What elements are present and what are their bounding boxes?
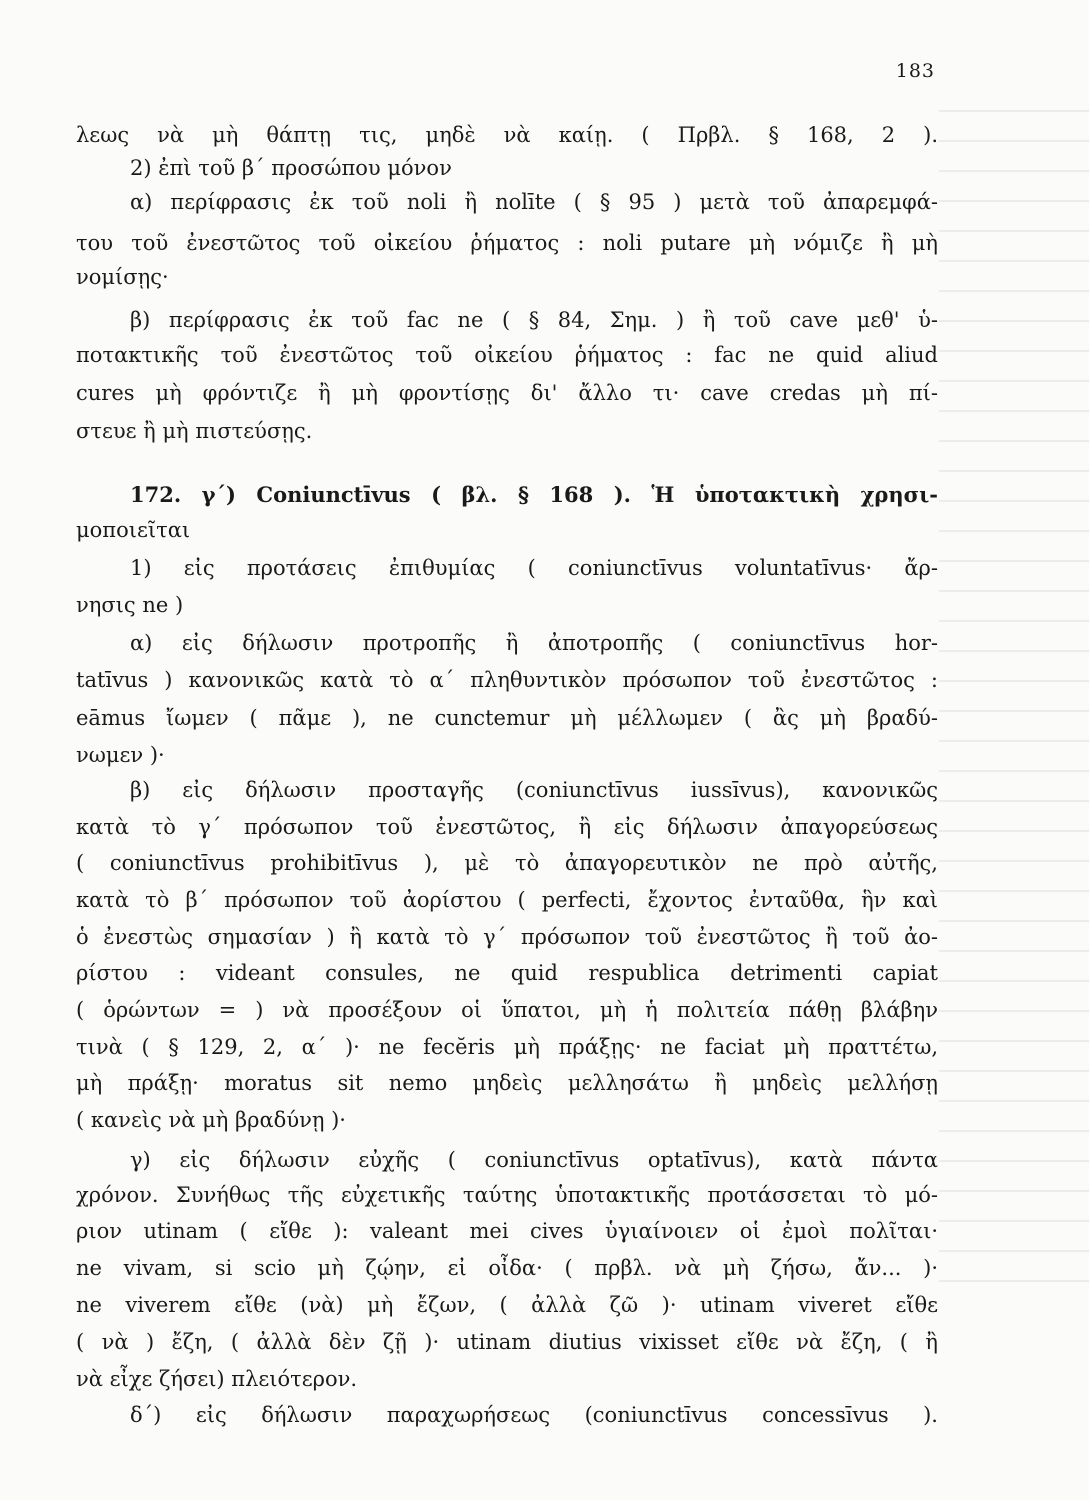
text-line: ne viverem εἴθε (νὰ) μὴ ἔζων, ( ἀλλὰ ζῶ )· utinam viveret εἴθε xyxy=(76,1293,938,1317)
text-line: κατὰ τὸ β΄ πρόσωπον τοῦ ἀορίστου ( perfecti, ἔχοντος ἐνταῦθα, ἣν καὶ xyxy=(76,888,938,912)
text-line: β) περίφρασις ἐκ τοῦ fac ne ( § 84, Σημ. ) ἢ τοῦ cave μεθ' ὑ- xyxy=(130,308,938,332)
text-line: χρόνον. Συνήθως τῆς εὐχετικῆς ταύτης ὑποτακτικῆς προτάσσεται τὸ μό- xyxy=(76,1183,938,1207)
text-line: λεως νὰ μὴ θάπτῃ τις, μηδὲ νὰ καίῃ. ( Πρβλ. § 168, 2 ). xyxy=(76,123,938,147)
text-line: ποτακτικῆς τοῦ ἐνεστῶτος τοῦ οἰκείου ῥήματος : fac ne quid aliud xyxy=(76,343,938,367)
text-line: ne vivam, si scio μὴ ζῴην, εἰ οἶδα· ( πρβλ. νὰ μὴ ζήσω, ἄν... )· xyxy=(76,1256,938,1280)
text-line: ( coniunctīvus prohibitīvus ), μὲ τὸ ἀπαγορευτικὸν ne πρὸ αὐτῆς, xyxy=(76,851,938,875)
text-line: β) εἰς δήλωσιν προσταγῆς (coniunctīvus iussīvus), κανονικῶς xyxy=(130,778,938,802)
text-line: ριον utinam ( εἴθε ): valeant mei cives ὑγιαίνοιεν οἱ ἐμοὶ πολῖται· xyxy=(76,1219,938,1243)
text-line: νομίσῃς· xyxy=(76,265,169,289)
text-line: ( κανεὶς νὰ μὴ βραδύνῃ )· xyxy=(76,1108,346,1132)
text-line: του τοῦ ἐνεστῶτος τοῦ οἰκείου ῥήματος : noli putare μὴ νόμιζε ἢ μὴ xyxy=(76,231,938,255)
text-line: 1) εἰς προτάσεις ἐπιθυμίας ( coniunctīvus voluntatīvus· ἄρ- xyxy=(130,556,938,580)
text-line: μὴ πράξῃ· moratus sit nemo μηδεὶς μελλησάτω ἢ μηδεὶς μελλήσῃ xyxy=(76,1071,938,1095)
text-line: μοποιεῖται xyxy=(76,518,191,542)
text-line: κατὰ τὸ γ΄ πρόσωπον τοῦ ἐνεστῶτος, ἢ εἰς δήλωσιν ἀπαγορεύσεως xyxy=(76,815,938,839)
text-line: ρίστου : videant consules, ne quid respublica detrimenti capiat xyxy=(76,961,938,985)
text-line: τινὰ ( § 129, 2, α΄ )· ne fecĕris μὴ πράξῃς· ne faciat μὴ πραττέτω, xyxy=(76,1035,938,1059)
text-line: α) εἰς δήλωσιν προτροπῆς ἢ ἀποτροπῆς ( coniunctīvus hor- xyxy=(130,631,938,655)
text-line: ( νὰ ) ἔζη, ( ἀλλὰ δὲν ζῇ )· utinam diutius vixisset εἴθε νὰ ἔζη, ( ἢ xyxy=(76,1330,938,1354)
text-line: cures μὴ φρόντιζε ἢ μὴ φροντίσῃς δι' ἄλλο τι· cave credas μὴ πί- xyxy=(76,381,938,405)
text-line: tatīvus ) κανονικῶς κατὰ τὸ α΄ πληθυντικὸν πρόσωπον τοῦ ἐνεστῶτος : xyxy=(76,668,938,692)
text-line: γ) εἰς δήλωσιν εὐχῆς ( coniunctīvus optatīvus), κατὰ πάντα xyxy=(130,1148,938,1172)
text-line: νὰ εἶχε ζήσει) πλειότερον. xyxy=(76,1367,358,1391)
text-line: ( ὁρώντων = ) νὰ προσέξουν οἱ ὕπατοι, μὴ ἡ πολιτεία πάθῃ βλάβην xyxy=(76,998,938,1022)
text-line: ὁ ἐνεστὼς σημασίαν ) ἢ κατὰ τὸ γ΄ πρόσωπον τοῦ ἐνεστῶτος ἢ τοῦ ἀο- xyxy=(76,925,938,949)
text-line: νωμεν )· xyxy=(76,743,165,767)
section-heading-line: 172. γ΄) Coniunctīvus ( βλ. § 168 ). Ἡ ὑποτακτικὴ χρησι- xyxy=(130,482,938,507)
text-line: στευε ἢ μὴ πιστεύσῃς. xyxy=(76,419,313,443)
text-line: δ΄) εἰς δήλωσιν παραχωρήσεως (coniunctīvus concessīvus ). xyxy=(130,1403,938,1427)
text-line: νησις ne ) xyxy=(76,593,184,617)
page-number: 183 xyxy=(895,60,935,82)
text-line: 2) ἐπὶ τοῦ β΄ προσώπου μόνον xyxy=(130,156,452,180)
text-line: eāmus ἴωμεν ( πᾶμε ), ne cunctemur μὴ μέλλωμεν ( ἂς μὴ βραδύ- xyxy=(76,706,938,730)
text-line: α) περίφρασις ἐκ τοῦ noli ἢ nolīte ( § 95 ) μετὰ τοῦ ἀπαρεμφά- xyxy=(130,190,938,214)
show-through-text xyxy=(939,110,1089,1310)
